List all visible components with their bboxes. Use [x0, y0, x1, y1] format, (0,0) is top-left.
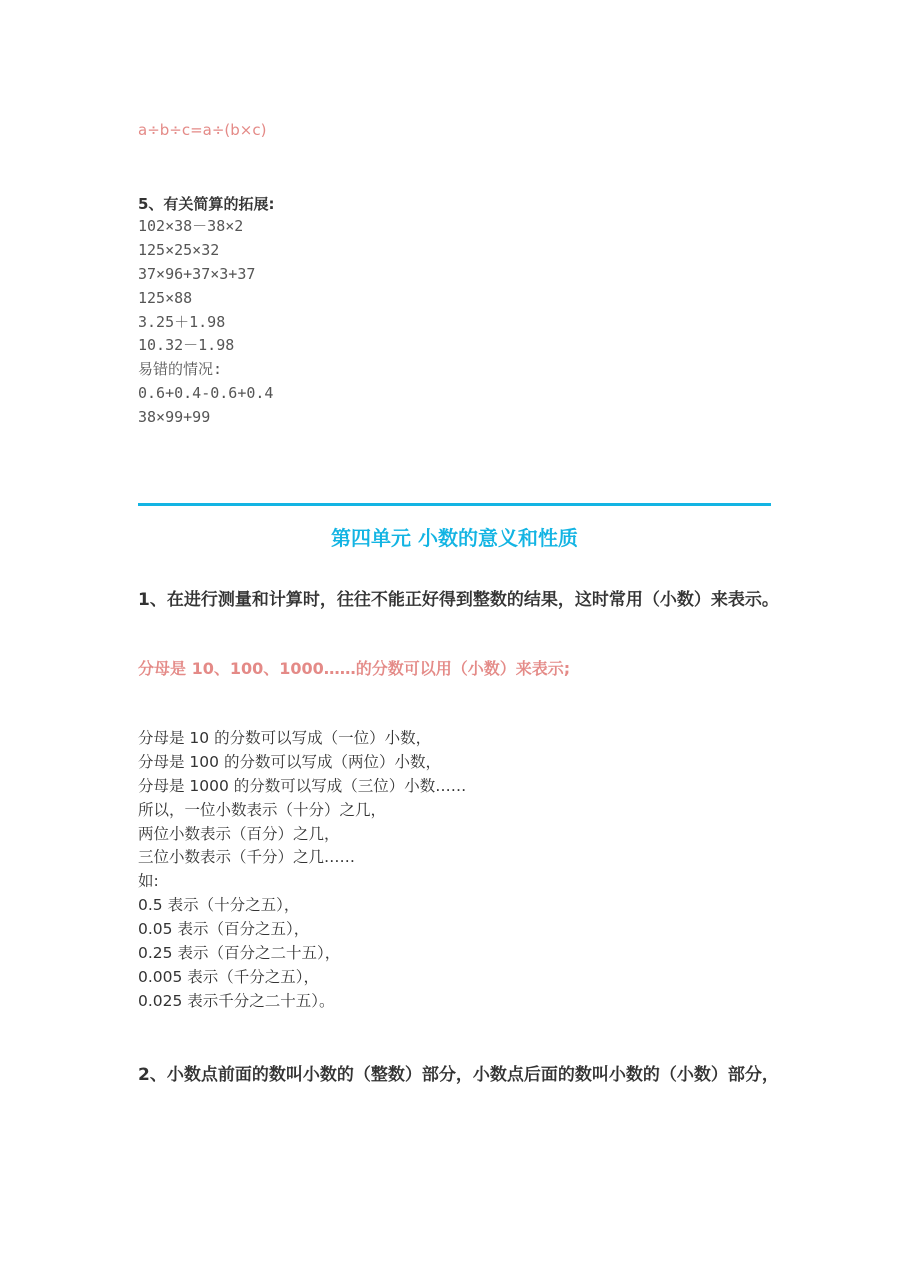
unit-title: 第四单元 小数的意义和性质 [331, 526, 578, 550]
list-item: 0.5 表示（十分之五）， [138, 896, 300, 915]
list-item: 分母是 10 的分数可以写成（一位）小数， [138, 729, 432, 747]
list-item: 易错的情况: [138, 360, 223, 379]
list-item: 125×25×32 [138, 240, 220, 259]
fraction-to-decimal-rule: 分母是 10、100、1000……的分数可以用（小数）来表示; [138, 659, 571, 678]
point-1-text: 1、在进行测量和计算时，往往不能正好得到整数的结果，这时常用（小数）来表示。 [138, 590, 779, 610]
list-item: 如: [138, 872, 159, 891]
list-item: 38×99+99 [138, 408, 211, 427]
list-item: 分母是 1000 的分数可以写成（三位）小数…… [138, 776, 467, 795]
list-item: 0.05 表示（百分之五）， [138, 920, 310, 939]
list-item: 0.005 表示（千分之五）， [138, 967, 320, 986]
list-item: 0.25 表示（百分之二十五）， [138, 944, 341, 963]
list-item: 102×38－38×2 [138, 217, 244, 235]
list-item: 两位小数表示（百分）之几， [138, 824, 340, 843]
simplification-examples-list [138, 215, 273, 430]
list-item: 三位小数表示（千分）之几…… [138, 848, 356, 867]
list-item: 0.025 表示千分之二十五）。 [138, 991, 335, 1010]
list-item: 37×96+37×3+37 [138, 264, 256, 283]
division-rule-formula: a÷b÷c=a÷(b×c) [138, 121, 267, 139]
list-item: 3.25＋1.98 [138, 312, 226, 331]
point-2-text: 2、小数点前面的数叫小数的（整数）部分，小数点后面的数叫小数的（小数）部分， [138, 1065, 779, 1085]
list-item: 0.6+0.4-0.6+0.4 [138, 384, 274, 403]
decimal-explanation-list [138, 727, 466, 1014]
list-item: 分母是 100 的分数可以写成（两位）小数， [138, 752, 441, 771]
list-item: 所以，一位小数表示（十分）之几， [138, 800, 387, 819]
section-5-heading: 5、有关简算的拓展: [138, 195, 275, 213]
section-divider [138, 503, 771, 506]
list-item: 125×88 [138, 288, 193, 307]
list-item: 10.32－1.98 [138, 336, 235, 355]
